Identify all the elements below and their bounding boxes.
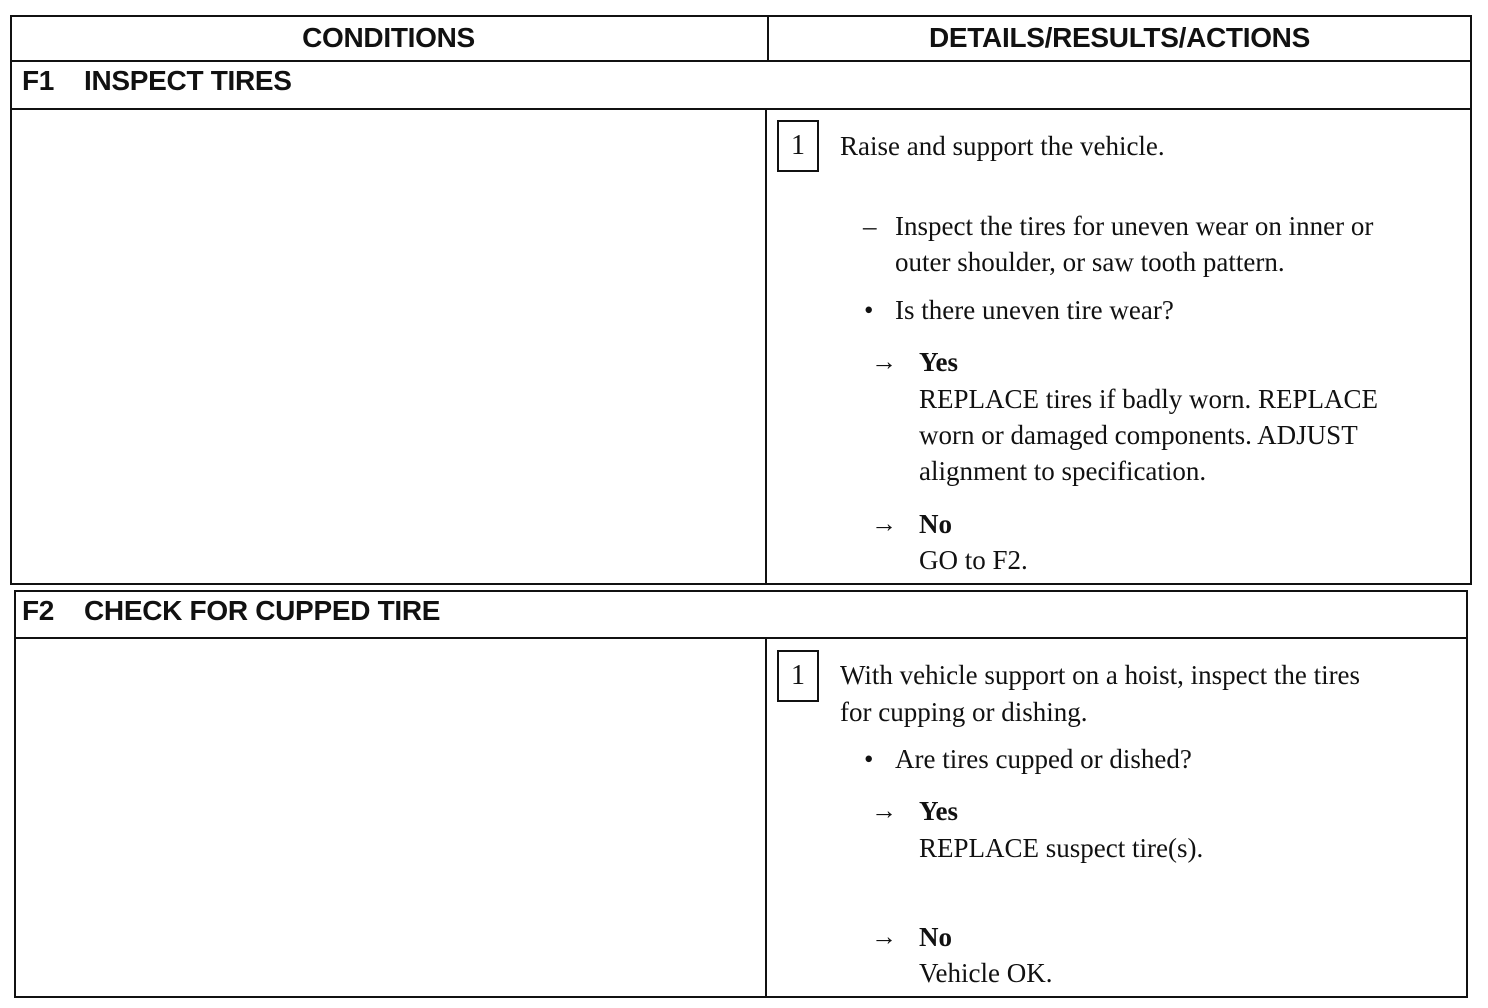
f1-step-number: 1	[777, 120, 819, 172]
conditions-header: CONDITIONS	[302, 22, 475, 53]
f2-yes-arrow-icon: →	[871, 796, 897, 825]
f1-title-divider	[10, 108, 1472, 110]
f2-no-arrow-icon: →	[871, 922, 897, 951]
f1-column-divider	[765, 108, 767, 585]
f2-title: CHECK FOR CUPPED TIRE	[84, 595, 441, 626]
details-header: DETAILS/RESULTS/ACTIONS	[929, 22, 1310, 53]
f1-bullet-mark: •	[864, 295, 874, 325]
f2-section-title	[22, 591, 440, 631]
f1-question: Is there uneven tire wear?	[895, 295, 1174, 325]
f1-code: F1	[22, 65, 55, 96]
f2-bullet-mark: •	[864, 744, 874, 774]
f2-column-divider	[765, 637, 767, 998]
f2-step-line-2: for cupping or dishing.	[840, 697, 1088, 727]
f2-yes-label: Yes	[919, 796, 958, 826]
f1-dash-line-2: outer shoulder, or saw tooth pattern.	[895, 247, 1285, 277]
f2-title-divider	[14, 637, 1468, 639]
f1-dash-mark: –	[863, 211, 877, 241]
f1-yes-arrow-icon: →	[871, 347, 897, 376]
f1-title: INSPECT TIRES	[84, 65, 292, 96]
f2-code: F2	[22, 595, 55, 626]
f1-no-arrow-icon: →	[871, 509, 897, 538]
f1-no-label: No	[919, 509, 952, 539]
f2-no-label: No	[919, 922, 952, 952]
table-frame-f2	[14, 590, 1468, 998]
f1-yes-line-2: worn or damaged components. ADJUST	[919, 420, 1358, 450]
f2-step-line-1: With vehicle support on a hoist, inspect the tires	[840, 660, 1361, 690]
f1-step-text: Raise and support the vehicle.	[840, 131, 1165, 161]
f1-dash-line-1: Inspect the tires for uneven wear on inner or	[895, 211, 1374, 241]
f1-yes-line-3: alignment to specification.	[919, 456, 1207, 486]
f2-question: Are tires cupped or dished?	[895, 744, 1192, 774]
f1-section-title	[22, 61, 292, 101]
f2-yes-line-1: REPLACE suspect tire(s).	[919, 833, 1204, 863]
f1-no-line-1: GO to F2.	[919, 545, 1028, 575]
f2-no-line-1: Vehicle OK.	[919, 958, 1053, 988]
f1-yes-label: Yes	[919, 347, 958, 377]
f1-yes-line-1: REPLACE tires if badly worn. REPLACE	[919, 384, 1378, 414]
f2-step-number: 1	[777, 650, 819, 702]
